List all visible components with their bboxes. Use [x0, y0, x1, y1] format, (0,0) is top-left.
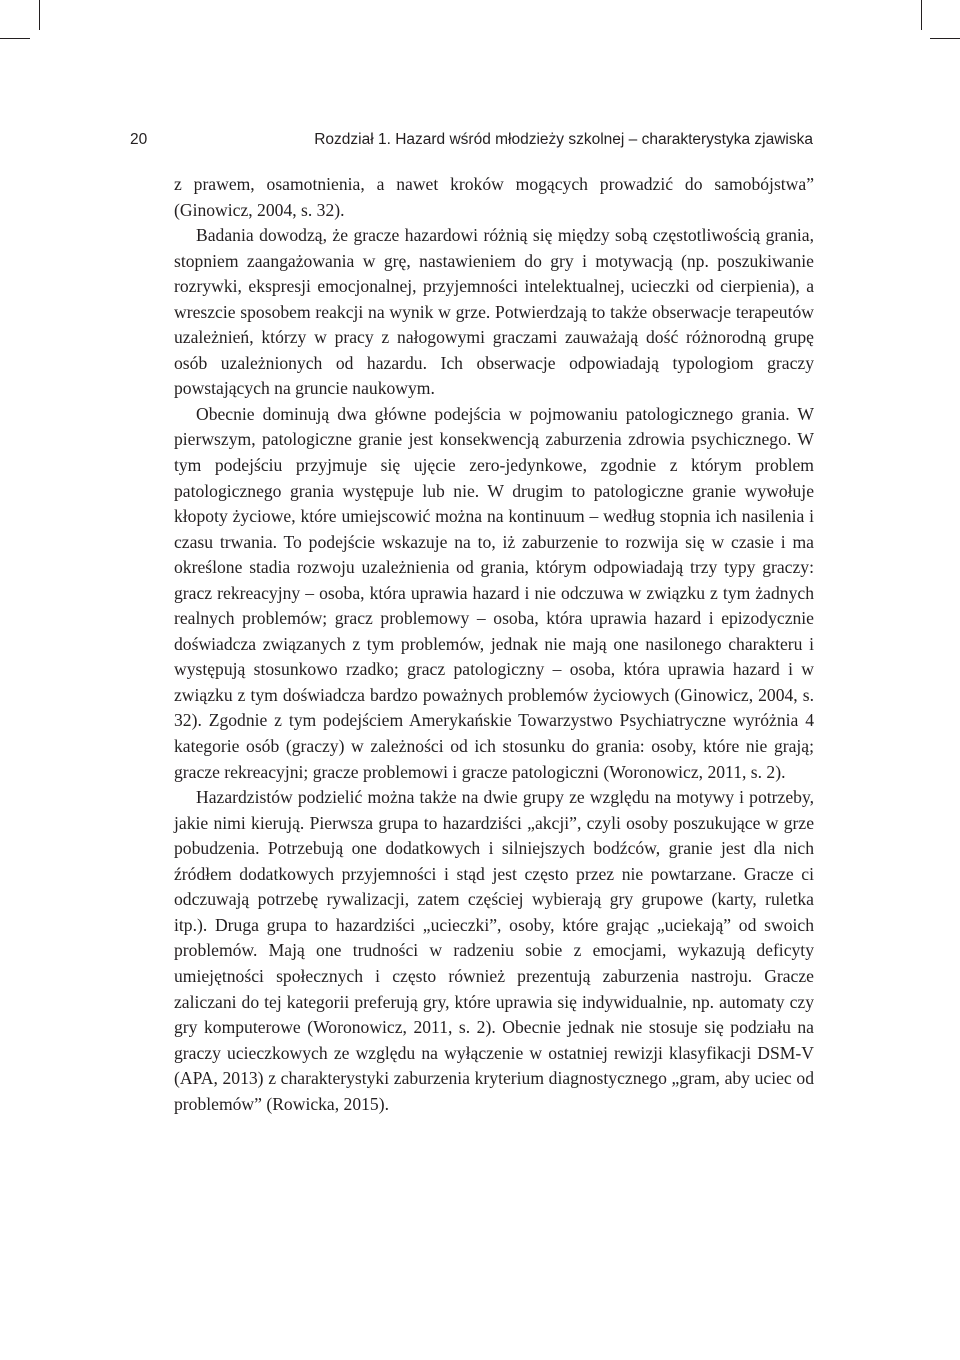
paragraph-approaches: Obecnie dominują dwa główne podejścia w pojmowaniu patologicznego grania. W pierwszym, patologiczne granie jest konsekwencją zaburzenia zdrowia psychicznego. W tym podejściu przyjmuje się ujęcie zero-jedynkowe, zgodnie z którym problem patologicznego grania występuje lub nie. W drugim to patologiczne granie wywołuje kłopoty życiowe, które umiejscowić można na kontinuum – według stopnia ich nasilenia i czasu trwania. To podejście wskazuje na to, iż zaburzenie to rozwija się w czasie i ma określone stadia rozwoju uzależnienia od grania, którym odpowiadają trzy typy graczy: gracz rekreacyjny – osoba, która uprawia hazard i nie odczuwa w związku z tym żadnych realnych problemów; gracz problemowy – osoba, która uprawia hazard i epizodycznie doświadcza związanych z tym problemów, jednak nie mają one nasilonego charakteru i występują stosunkowo rzadko; gracz patologiczny – osoba, która uprawia hazard i w związku z tym doświadcza bardzo poważnych problemów życiowych (Ginowicz, 2004, s. 32). Zgodnie z tym podejściem Amerykańskie Towarzystwo Psychiatryczne wyróżnia 4 kategorie osób (graczy) w zależności od ich stosunku do grania: osoby, które nie grają; gracze rekreacyjni; gracze problemowi i gracze patologiczni (Woronowicz, 2011, s. 2). [174, 403, 814, 782]
body-text [174, 172, 814, 1117]
page-header [0, 128, 960, 152]
paragraph-continuation: z prawem, osamotnienia, a nawet kroków mogących prowadzić do samobójstwa” (Ginowicz, 2004, s. 32). [174, 174, 814, 220]
crop-mark-right-vertical [921, 0, 922, 30]
crop-mark-left-horizontal [0, 38, 30, 39]
page-number: 20 [130, 131, 148, 148]
crop-mark-left-vertical [39, 0, 40, 30]
running-head: Rozdział 1. Hazard wśród młodzieży szkolnej – charakterystyka zjawiska [314, 131, 813, 148]
paragraph-motives: Hazardzistów podzielić można także na dwie grupy ze względu na motywy i potrzeby, jakie nimi kierują. Pierwsza grupa to hazardziści „akcji”, czyli osoby poszukujące w grze pobudzenia. Potrzebują one dodatkowych i silniejszych bodźców, granie jest dla nich źródłem dodatkowych przyjemności i stąd jest często przez nie powtarzane. Gracze ci odczuwają potrzebę rywalizacji, zatem częściej wybierają gry grupowe (karty, ruletka itp.). Druga grupa to hazardziści „ucieczki”, osoby, które grając „uciekają” od swoich problemów. Mają one trudności w radzeniu sobie z emocjami, wykazują deficyty umiejętności społecznych i często również prezentują zaburzenia nastroju. Gracze zaliczani do tej kategorii preferują gry, które uprawia się indywidualnie, np. automaty czy gry komputerowe (Woronowicz, 2011, s. 2). Obecnie jednak nie stosuje się podziału na graczy ucieczkowych ze względu na wyłączenie w ostatniej rewizji klasyfikacji DSM-V (APA, 2013) z charakterystyki zaburzenia kryterium diagnostycznego „gram, aby uciec od problemów” (Rowicka, 2015). [174, 787, 814, 1114]
crop-mark-right-horizontal [930, 38, 960, 39]
paragraph-gambler-differences: Badania dowodzą, że gracze hazardowi różnią się między sobą częstotliwością grania, stopniem zaangażowania w grę, nastawieniem do gry i motywacją (np. poszukiwanie rozrywki, ekspresji emocjonalnej, przyjemności intelektualnej, ucieczki od cierpienia), a wreszcie sposobem reakcji na wynik w grze. Potwierdzają to także obserwacje terapeutów uzależnień, którzy w pracy z nałogowymi graczami zauważają dość różnorodną grupę osób uzależnionych od hazardu. Ich obserwacje odpowiadają typologiom graczy powstających na gruncie naukowym. [174, 225, 814, 399]
